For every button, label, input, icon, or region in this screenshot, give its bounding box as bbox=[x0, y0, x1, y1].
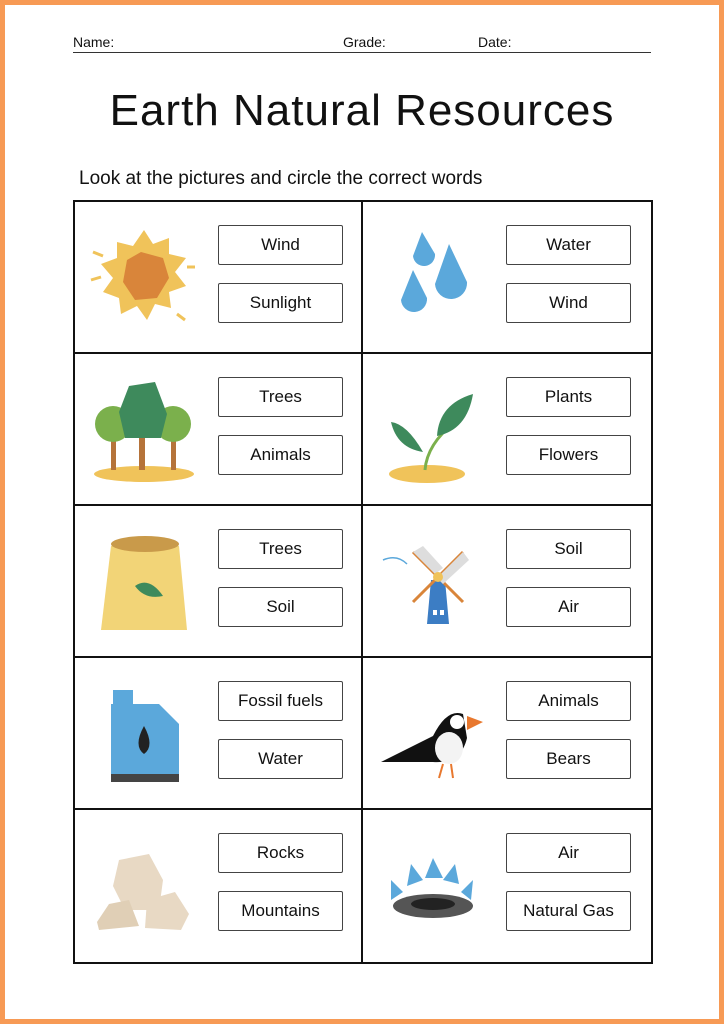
worksheet-grid bbox=[73, 200, 653, 964]
trees-icon bbox=[89, 374, 199, 484]
soil-bag-icon bbox=[89, 526, 199, 636]
instruction: Look at the pictures and circle the correct words bbox=[79, 168, 483, 189]
name-label: Name: bbox=[73, 34, 115, 50]
option-box[interactable]: Soil bbox=[218, 587, 343, 627]
rocks-icon bbox=[89, 830, 199, 940]
plant-icon bbox=[377, 374, 487, 484]
option-box[interactable]: Bears bbox=[506, 739, 631, 779]
option-box[interactable]: Trees bbox=[218, 529, 343, 569]
option-box[interactable]: Wind bbox=[218, 225, 343, 265]
option-box[interactable]: Soil bbox=[506, 529, 631, 569]
question-cell bbox=[363, 506, 651, 658]
option-box[interactable]: Air bbox=[506, 833, 631, 873]
oil-can-icon bbox=[89, 678, 199, 788]
option-box[interactable]: Mountains bbox=[218, 891, 343, 931]
header-line bbox=[73, 32, 651, 53]
option-box[interactable]: Wind bbox=[506, 283, 631, 323]
gas-burner-icon bbox=[377, 830, 487, 940]
option-box[interactable]: Rocks bbox=[218, 833, 343, 873]
option-box[interactable]: Natural Gas bbox=[506, 891, 631, 931]
grade-label: Grade: bbox=[343, 34, 386, 50]
question-cell bbox=[363, 810, 651, 962]
question-cell bbox=[75, 658, 363, 810]
water-drops-icon bbox=[377, 222, 487, 332]
option-box[interactable]: Air bbox=[506, 587, 631, 627]
option-box[interactable]: Water bbox=[506, 225, 631, 265]
page-title: Earth Natural Resources bbox=[109, 86, 615, 135]
option-box[interactable]: Animals bbox=[506, 681, 631, 721]
option-box[interactable]: Water bbox=[218, 739, 343, 779]
option-box[interactable]: Sunlight bbox=[218, 283, 343, 323]
question-cell bbox=[75, 354, 363, 506]
windmill-icon bbox=[377, 526, 487, 636]
option-box[interactable]: Plants bbox=[506, 377, 631, 417]
question-cell bbox=[75, 202, 363, 354]
question-cell bbox=[75, 810, 363, 962]
question-cell bbox=[363, 658, 651, 810]
sun-icon bbox=[89, 222, 199, 332]
question-cell bbox=[75, 506, 363, 658]
question-cell bbox=[363, 202, 651, 354]
option-box[interactable]: Flowers bbox=[506, 435, 631, 475]
option-box[interactable]: Trees bbox=[218, 377, 343, 417]
question-cell bbox=[363, 354, 651, 506]
option-box[interactable]: Animals bbox=[218, 435, 343, 475]
puffin-icon bbox=[377, 678, 487, 788]
date-label: Date: bbox=[478, 34, 512, 50]
option-box[interactable]: Fossil fuels bbox=[218, 681, 343, 721]
